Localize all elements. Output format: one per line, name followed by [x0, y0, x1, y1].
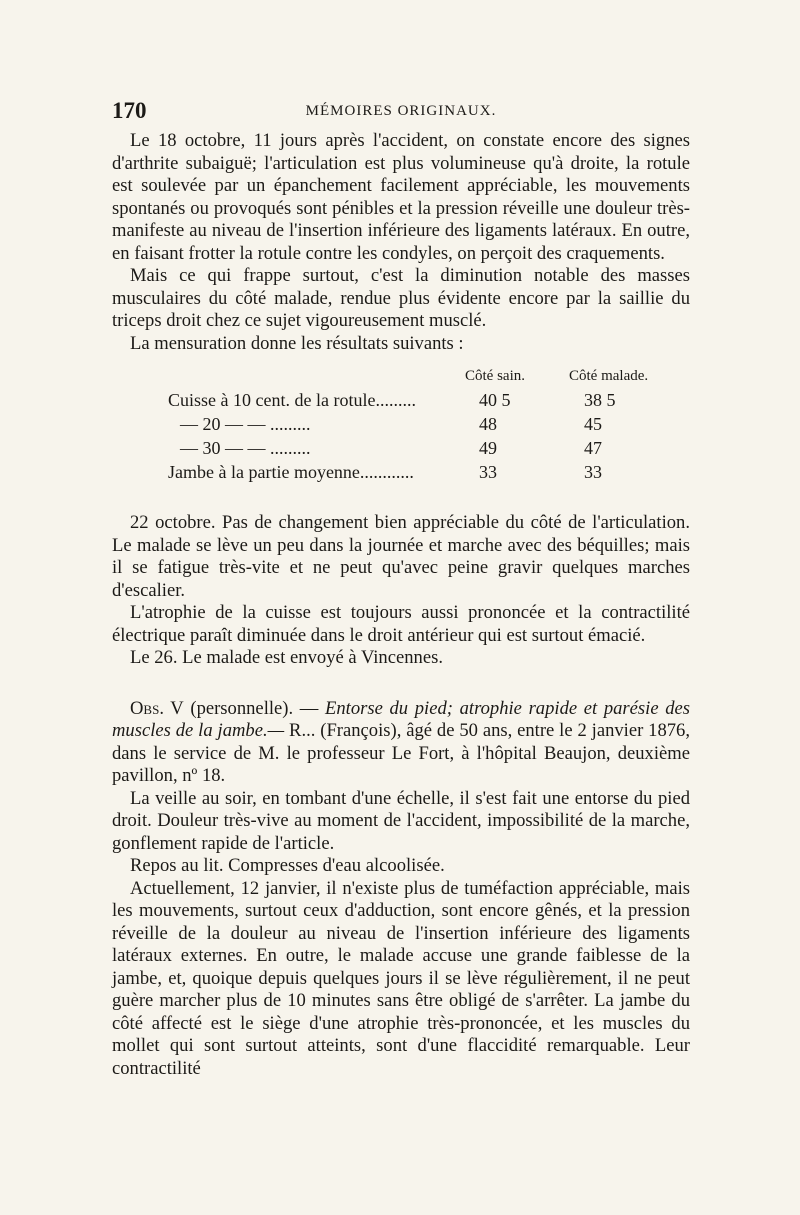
paragraph: L'atrophie de la cuisse est toujours aussi prononcée et la contractilité électrique paraît diminuée dans le droit antérieur qui est surtout émacié.: [112, 602, 690, 646]
page-body: [112, 130, 690, 1080]
affected-value: 45: [584, 414, 602, 434]
row-label: Cuisse à 10 cent. de la rotule.........: [168, 390, 416, 410]
table-row: [112, 462, 690, 484]
paragraph: Repos au lit. Compresses d'eau alcoolisée.: [130, 855, 445, 876]
column-header-healthy-side: Côté sain.: [465, 368, 525, 384]
observation-heading: [112, 698, 690, 788]
table-row: [112, 438, 690, 460]
affected-value: 33: [584, 462, 602, 482]
table-row: [112, 414, 690, 436]
observation-qualifier: (personnelle). —: [190, 697, 319, 719]
healthy-value: 48: [479, 414, 497, 434]
paragraph: Le 18 octobre, 11 jours après l'accident, on constate encore des signes d'arthrite subaiguë; l'articulation est plus volumineuse qu'à droite, la rotule est soulevée par un épanchement facilement appréciable, les mouvements spontanés ou provoqués sont pénibles et la pression réveille une douleur très-manifeste au niveau de l'insertion inférieure des ligaments latéraux. En outre, en faisant frotter la rotule contre les condyles, on perçoit des craquements.: [112, 130, 690, 264]
column-header-affected-side: Côté malade.: [569, 368, 649, 384]
observation-number: Obs. V: [130, 697, 184, 719]
healthy-value: 49: [479, 438, 497, 458]
affected-value: 47: [584, 438, 602, 458]
row-label: — 20 — — .........: [180, 414, 311, 434]
affected-value: 38 5: [584, 390, 616, 410]
paragraph: La veille au soir, en tombant d'une échelle, il s'est fait une entorse du pied droit. Douleur très-vive au moment de l'accident, impossibilité de la marche, gonflement rapide de l'article.: [112, 787, 690, 854]
observation-patient: R... (François), âgé de 50 ans, entre le 2 janvier 1876, dans le service de M. le professeur Le Fort, à l'hôpital Beaujon, deuxième pavillon, nº 18.: [112, 720, 690, 786]
paragraph: Le 26. Le malade est envoyé à Vincennes.: [130, 647, 443, 668]
running-head: MÉMOIRES ORIGINAUX.: [305, 103, 497, 119]
healthy-value: 40 5: [479, 390, 511, 410]
row-label: — 30 — — .........: [180, 438, 311, 458]
row-label: Jambe à la partie moyenne............: [168, 462, 414, 482]
observation-title: Entorse du pied; atrophie rapide et parésie des muscles de la jambe.—: [112, 697, 690, 741]
page-number: 170: [112, 98, 147, 123]
paragraph: La mensuration donne les résultats suivants :: [130, 332, 464, 354]
paragraph: 22 octobre. Pas de changement bien appréciable du côté de l'articulation. Le malade se lève un peu dans la journée et marche avec des béquilles; mais il se fatigue très-vite et ne peut qu'avec peine gravir quelques marches d'escalier.: [112, 512, 690, 601]
paragraph: Actuellement, 12 janvier, il n'existe plus de tuméfaction appréciable, mais les mouvements, surtout ceux d'adduction, sont encore gênés, et la pression réveille de la douleur au niveau de l'insertion inférieure des ligaments latéraux externes. En outre, le malade accuse une grande faiblesse de la jambe, et, quoique depuis quelques jours il se lève régulièrement, il ne peut guère marcher plus de 10 minutes sans être obligé de s'arrêter. La jambe du côté affecté est le siège d'une atrophie très-prononcée, et les muscles du mollet qui sont surtout atteints, sont d'une flaccidité remarquable. Leur contractilité: [112, 877, 690, 1079]
measurement-table: [112, 368, 690, 488]
table-row: [112, 390, 690, 412]
healthy-value: 33: [479, 462, 497, 482]
paragraph: Mais ce qui frappe surtout, c'est la diminution notable des masses musculaires du côté malade, rendue plus évidente encore par la saillie du triceps droit chez ce sujet vigoureusement musclé.: [112, 265, 690, 331]
page-header: [112, 98, 690, 122]
